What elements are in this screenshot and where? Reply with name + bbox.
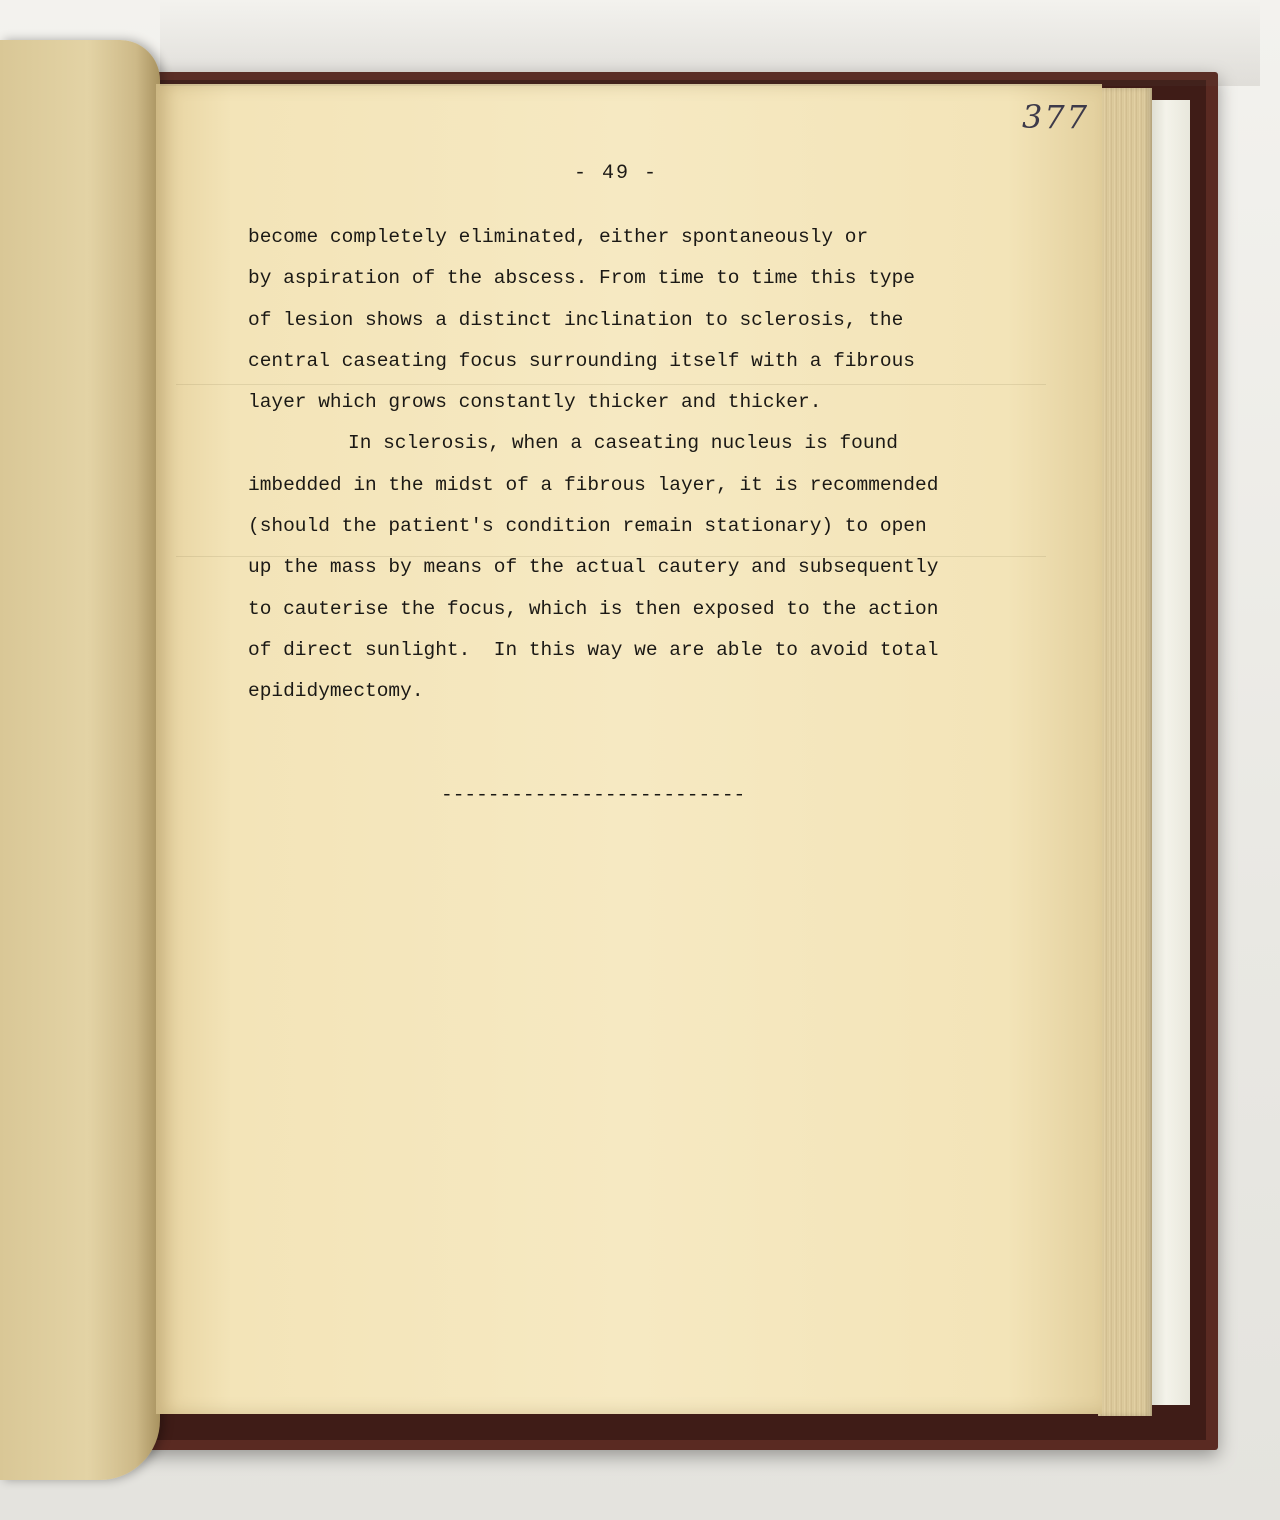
text-line: by aspiration of the abscess. From time to time this type bbox=[248, 267, 916, 290]
text-line: imbedded in the midst of a fibrous layer, it is recommended bbox=[248, 473, 939, 496]
book-page bbox=[156, 84, 1102, 1414]
text-line: In sclerosis, when a caseating nucleus is found bbox=[348, 432, 898, 455]
text-line: up the mass by means of the actual cautery and subsequently bbox=[248, 556, 939, 579]
handwritten-folio-number: 377 bbox=[1022, 98, 1090, 136]
text-line: become completely eliminated, either spontaneously or bbox=[248, 226, 869, 248]
top-shadow bbox=[160, 0, 1260, 86]
previous-page-curl bbox=[0, 40, 160, 1480]
closing-rule: -------------------------- bbox=[441, 784, 746, 806]
text-line: central caseating focus surrounding itself with a fibrous bbox=[248, 349, 916, 372]
text-line: (should the patient's condition remain stationary) to open bbox=[248, 515, 927, 538]
page-number: - 49 - bbox=[573, 162, 658, 185]
previous-page-show-through bbox=[0, 140, 150, 740]
text-line: of lesion shows a distinct inclination to sclerosis, the bbox=[248, 308, 904, 331]
text-line: layer which grows constantly thicker and thicker. bbox=[248, 391, 822, 414]
text-line: of direct sunlight. In this way we are able to avoid total bbox=[248, 638, 939, 661]
body-text bbox=[248, 217, 1068, 713]
text-line: to cauterise the focus, which is then exposed to the action bbox=[248, 597, 939, 620]
page-block-edges bbox=[1098, 88, 1152, 1416]
text-line: epididymectomy. bbox=[248, 680, 424, 703]
endpaper-strip bbox=[1150, 100, 1190, 1405]
